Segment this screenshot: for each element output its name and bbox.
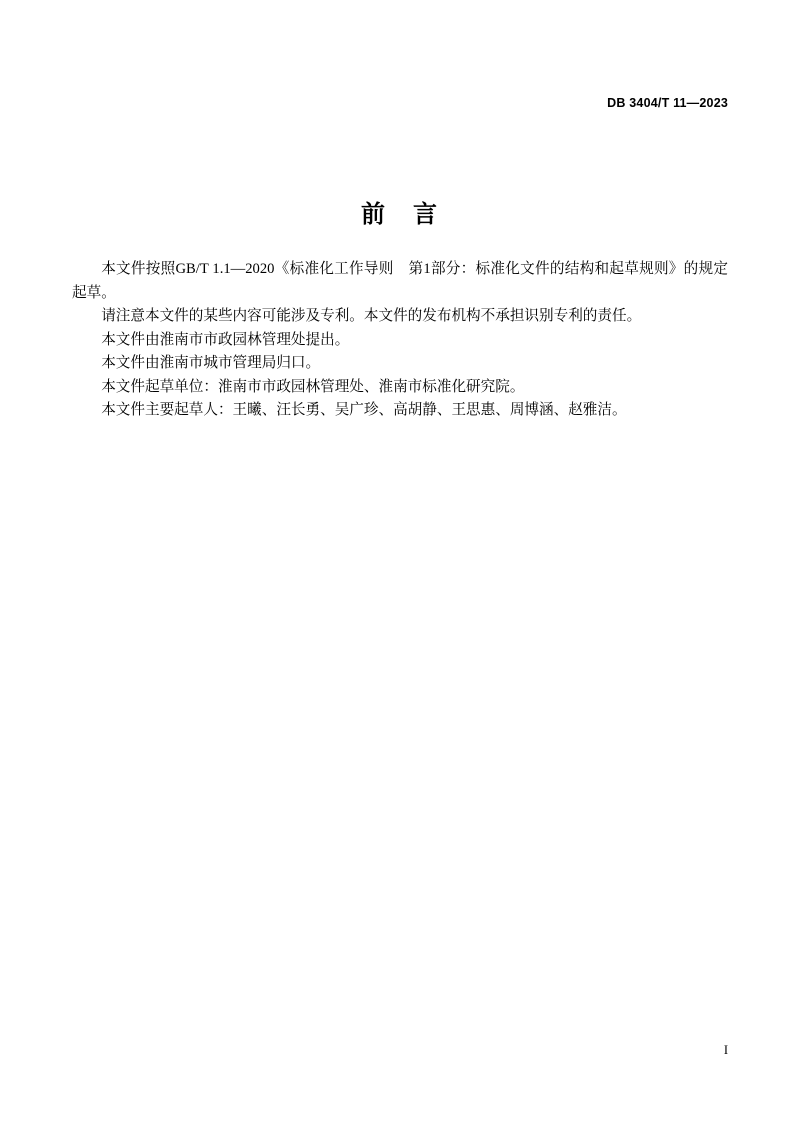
page-number: I [723, 1043, 728, 1057]
foreword-paragraph: 请注意本文件的某些内容可能涉及专利。本文件的发布机构不承担识别专利的责任。 [101, 308, 642, 324]
foreword-paragraph: 本文件由淮南市市政园林管理处提出。 [101, 331, 350, 348]
foreword-body [72, 258, 728, 423]
foreword-paragraph: 本文件起草单位：淮南市市政园林管理处、淮南市标准化研究院。 [101, 378, 525, 395]
foreword-paragraph: 本文件由淮南市城市管理局归口。 [101, 355, 321, 371]
foreword-paragraph: 本文件按照GB/T 1.1—2020《标准化工作导则 第1部分：标准化文件的结构和起草规则》的规定起草。 [72, 261, 728, 301]
page-title-right: 言 [413, 201, 439, 228]
foreword-paragraph: 本文件主要起草人：王曦、汪长勇、吴广珍、高胡静、王思惠、周博涵、赵雅洁。 [101, 402, 627, 418]
page-title-left: 前 [361, 201, 387, 228]
page-title [0, 194, 800, 229]
standard-number-header: DB 3404/T 11—2023 [607, 96, 728, 110]
